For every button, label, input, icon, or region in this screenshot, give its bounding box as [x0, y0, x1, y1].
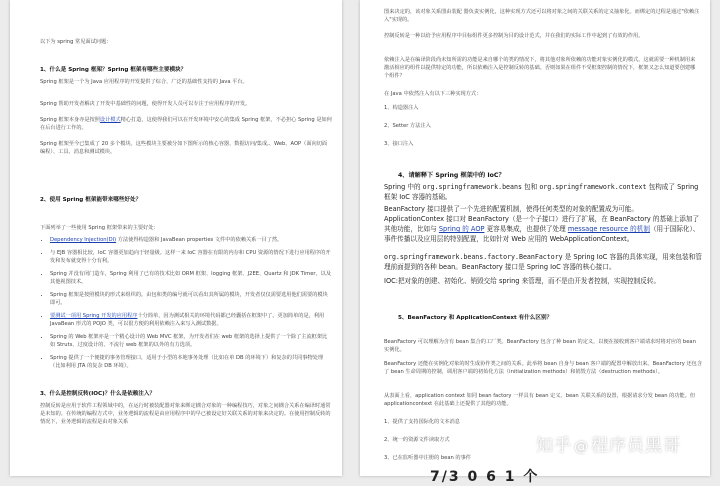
injection-methods-list	[384, 104, 684, 148]
ioc-paragraph-1: 图来决定的，该对象关系图由装配 器负责实例化，这种实现方式还可以将对象之间的关联关系的定义抽象化。而绑定的过程是通过"依赖注入"实现的。	[384, 9, 700, 23]
list-item: • 要测试一项用 Spring 开发的应用程序十分简单，因为测试相关的环境代码都已经囊括在框架中了。更加简单的是，利用 JavaBean 形式的 POJO 类，可以很方便的利用依赖注入来写入测试数据。	[50, 312, 332, 328]
question-3-paragraph-1: 控制反转是应用于软件工程领域中的，在运行时被装配器对象来绑定耦合对象的一种编程技巧，对象之间耦合关系在编译时通常是未知的。在传统的编程方式中，业务逻辑的流程是由应用程序中的早已被设定好关联关系的对象来决定的。在使用控制反转的情况下，业务逻辑的流程是由对象关系	[40, 403, 331, 425]
paragraph-3-end: 精心打造，这使得我们可以在开发环境中安心的集成 Spring 框架，不必担心 Spring 是如何在后台进行工作的。	[40, 117, 332, 131]
question-3-heading: 3、什么是控制反转(IOC)？什么是依赖注入？	[40, 391, 156, 397]
document-page-left	[10, 0, 342, 476]
di-link[interactable]: Dependency Injection(DI)	[50, 237, 117, 243]
question-5-paragraph-3: 从表面上看，application context 如同 bean factory 一样具有 bean 定义、bean 关联关系的设置，根据请求分发 bean 的功能。但 applicationcontext 在此基础上还提供了其他的功能。	[384, 393, 696, 407]
document-page-right	[360, 0, 710, 476]
question-5-paragraph-1: BeanFactory 可以理解为含有 bean 集合的工厂类。BeanFactory 包含了种 bean 的定义，以便在接收到客户端请求时将对应的 bean 实例化。	[384, 339, 696, 353]
list-item: 3、已在监听器中注册的 bean 的事件	[384, 455, 471, 461]
list-item: 2、Setter 方法注入	[384, 123, 431, 129]
spring-aop-link[interactable]: Spring 的 AOP	[438, 225, 485, 233]
list-item: • Dependency Injection(DI) 方法使得构造器和 JavaBean properties 文件中的依赖关系一目了然。	[50, 236, 332, 244]
list-item: • Spring 框架是按照模块的形式来组织的。由包和类的编号就可以看出其所属的模块，开发者仅仅需要选用他们需要的模块即可。	[50, 291, 332, 307]
next-page-fragment: 7/3 0 6 1 个	[430, 469, 540, 485]
ioc-paragraph-4: 在 Java 中依然注入有以下三种实现方式：	[384, 91, 482, 97]
intro-text: 以下为 spring 常见面试问题：	[40, 39, 112, 45]
benefits-list	[40, 236, 332, 375]
list-item: 3、接口注入	[384, 141, 414, 147]
list-item: • Spring 提供了一个便捷的事务管理接口，适用于小型的本地事务处理（比如在单 DB 的环境下）和复杂的共同事物处理（比如利用 JTA 的复杂 DB 环境）。	[50, 354, 332, 370]
question-1-paragraph-2: Spring 帮助开发者解决了开发中基础性的问题，使得开发人员可以专注于应用程序的开发。	[40, 101, 251, 107]
question-1-paragraph-4: Spring 框架至今已集成了 20 多个模块。这些模块主要被分如下图所示的核心容器、数据访问/集成,、Web、AOP（面向切面编程）、工具、消息和测试模块。	[40, 141, 328, 155]
question-5-paragraph-2: BeanFactory 还能在实例化对象的时生成协作类之间的关系。此举将 bean 自身与 bean 客户端的配置中解放出来。BeanFactory 还包含 了 bean 生命周期的控制，调用客户端的初始化方法（initialization methods）和销毁方法（destruction methods）。	[384, 361, 703, 375]
question-1-paragraph-3	[40, 116, 332, 132]
message-resource-link[interactable]: message resource 的机制	[567, 225, 650, 233]
question-4-paragraph-2: BeanFactory 接口提供了一个先进的配置机制，使得任何类型的对象的配置成为可能。 ApplicationContex 接口对 BeanFactory（是一个子接口）进行了扩展，在 BeanFactory 的基础上添加了其他功能，比如与 Spring 的 AOP 更容易集成，也提供了处理 message resource 的机制（用于国际化）、事件传播以及应用层的特别配置，比如针对 Web 应用的 WebApplicationContext。	[384, 205, 700, 243]
design-pattern-link[interactable]: 设计模式	[99, 117, 121, 123]
list-item: 2、统一的资源文件读取方式	[384, 437, 450, 443]
question-4-paragraph-4: IOC:把对象的创建、初始化、销毁交给 spring 来管理，而不是由开发者控制，实现控制反转。	[384, 277, 661, 285]
question-1-heading: 1、什么是 Spring 框架？Spring 框架有哪些主要模块？	[40, 67, 187, 73]
question-2-intro: 下面列举了一些使用 Spring 框架带来的主要好处：	[40, 225, 159, 231]
zhihu-watermark	[536, 431, 681, 456]
list-item: 1、构造器注入	[384, 105, 419, 111]
list-item: 1、提供了支持国际化的文本消息	[384, 419, 460, 425]
list-item: • 与 EJB 容器相比较，IoC 容器更加趋向于轻量级。这样一来 IoC 容器在有限的内存和 CPU 资源的情况下进行应用程序的开发和发布就变得十分有利。	[50, 249, 332, 265]
spring-testing-link[interactable]: 要测试一项用 Spring 开发的应用程序	[50, 313, 138, 319]
question-4-heading: 4、请解释下 Spring 框架中的 IoC？	[398, 172, 505, 179]
at-symbol: @	[574, 439, 589, 455]
question-2-heading: 2、使用 Spring 框架能带来哪些好处？	[40, 197, 142, 203]
question-4-paragraph-1: Spring 中的 org.springframework.beans 包和 org.springframework.context 包构成了 Spring 框架 IoC 容器的基础。	[384, 183, 699, 201]
list-item: • Spring 的 Web 框架亦是一个精心设计的 Web MVC 框架，为开发者们在 web 框架的选择上提供了一个除了主流框架比如 Struts、过度设计的、不流行 web 框架的以外的有力选项。	[50, 333, 332, 349]
ioc-paragraph-2: 控制反转是一种以给予应用程序中目标组件更多控制为目的设计范式，并在我们的实际工作中起到了有效的作用。	[384, 33, 644, 39]
question-5-heading: 5、BeanFactory 和 ApplicationContext 有什么区别？	[398, 315, 553, 321]
zhihu-logo-text: 知乎	[536, 436, 572, 456]
question-1-paragraph-1: Spring 框架是一个为 Java 应用程序的开发提供了综合、广泛的基础性支持的 Java 平台。	[40, 79, 248, 85]
question-4-paragraph-3: org.springframework.beans.factory.BeanFactory 是 Spring IoC 容器的具体实现，用来包装和管理前面提到的各种 bean。BeanFactory 接口是 Spring IoC 容器的核心接口。	[384, 253, 702, 271]
author-name: 程序员黑哥	[591, 436, 681, 456]
list-item: • Spring 并没有闭门造车，Spring 利用了已有的技术比如 ORM 框架、logging 框架、J2EE、Quartz 和 JDK Timer，以及其他视图技术。	[50, 270, 332, 286]
ioc-paragraph-3: 依赖注入是在编译阶段尚未知所需的功能是来自哪个的类的情况下，将其他对象所依赖的功能对象实例化的模式。这就需要一种机制用来激活相应的组件以提供特定的功能，所以依赖注入是控制反转的基础。否则如果在组件不受框架控制的情况下，框架又怎么知道要创建哪个组件？	[384, 57, 696, 79]
paragraph-3-start: Spring 框架本身亦是按照	[40, 117, 100, 123]
